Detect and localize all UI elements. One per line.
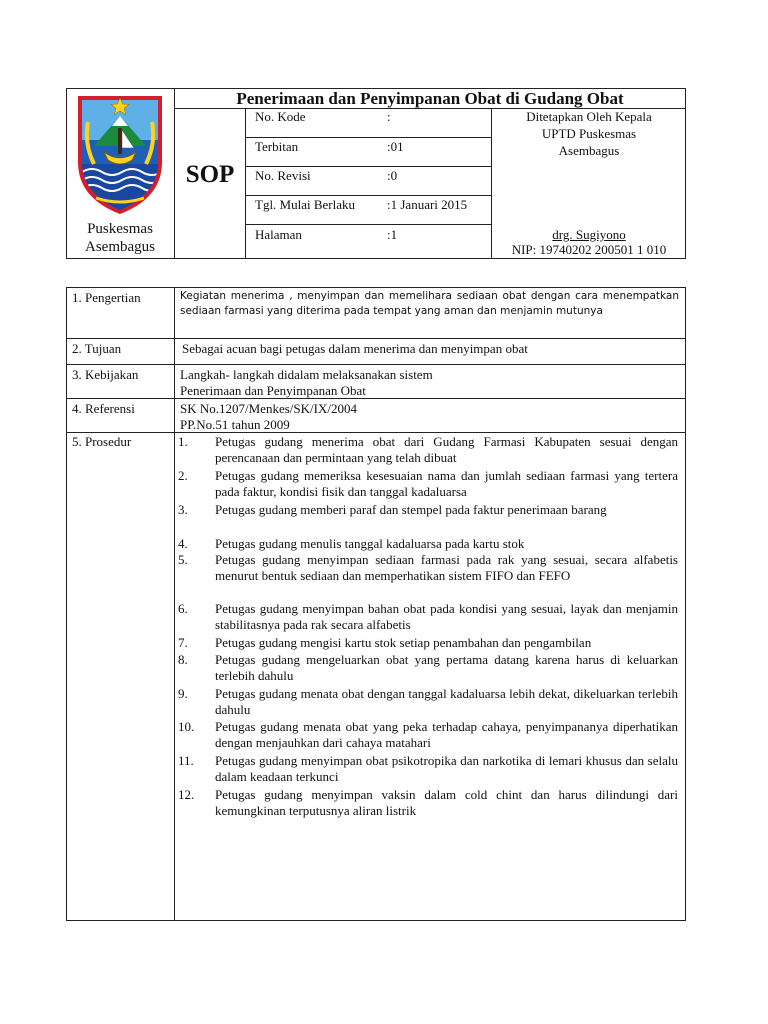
section-text-kebijakan-line2: Penerimaan dan Penyimpanan Obat bbox=[180, 383, 366, 398]
step-text: Petugas gudang memberi paraf dan stempel pada faktur penerimaan barang bbox=[215, 502, 607, 517]
section-text-referensi-line1: SK No.1207/Menkes/SK/IX/2004 bbox=[180, 401, 357, 416]
section-text-pengertian: Kegiatan menerima , menyimpan dan memelihara sediaan obat dengan cara menempatkan sediaan farmasi yang diterima pada tempat yang aman dan menjamin mutunya bbox=[180, 290, 679, 317]
step-number: 10. bbox=[178, 719, 195, 734]
step-text: Petugas gudang menerima obat dari Gudang Farmasi Kabupaten sesuai dengan perencanaan dan permintaan yang telah dibuat bbox=[215, 434, 678, 465]
sop-label: SOP bbox=[185, 161, 235, 188]
step-text: Petugas gudang menyimpan bahan obat pada kondisi yang sesuai, layak dan menjamin stabilitasnya pada rak secara alfabetis bbox=[215, 601, 678, 632]
field-value-terbitan: :01 bbox=[387, 139, 404, 154]
approval-line1: Ditetapkan Oleh Kepala bbox=[526, 109, 652, 124]
section-text-referensi-line2: PP.No.51 tahun 2009 bbox=[180, 417, 290, 432]
step-text: Petugas gudang mengisi kartu stok setiap penambahan dan pengambilan bbox=[215, 635, 592, 650]
step-text: Petugas gudang menata obat dengan tanggal kadaluarsa lebih dekat, dikeluarkan terlebih dahulu bbox=[215, 686, 678, 717]
field-value-tgl-mulai: :1 Januari 2015 bbox=[387, 197, 468, 212]
field-label-no-kode: No. Kode bbox=[255, 109, 306, 124]
org-name-line1: Puskesmas bbox=[87, 221, 153, 237]
step-number: 9. bbox=[178, 686, 188, 701]
field-value-no-kode: : bbox=[387, 109, 391, 124]
step-number: 8. bbox=[178, 652, 188, 667]
step-number: 6. bbox=[178, 601, 188, 616]
field-value-no-revisi: :0 bbox=[387, 168, 398, 183]
step-number: 2. bbox=[178, 468, 188, 483]
step-text: Petugas gudang menulis tanggal kadaluarsa pada kartu stok bbox=[215, 536, 525, 551]
step-number: 3. bbox=[178, 502, 188, 517]
section-label-kebijakan: 3. Kebijakan bbox=[72, 367, 139, 382]
field-label-halaman: Halaman bbox=[255, 227, 302, 242]
regency-emblem-logo bbox=[74, 92, 166, 214]
field-value-halaman: :1 bbox=[387, 227, 398, 242]
section-label-referensi: 4. Referensi bbox=[72, 401, 135, 416]
step-number: 5. bbox=[178, 552, 188, 567]
section-label-prosedur: 5. Prosedur bbox=[72, 434, 132, 449]
document-title: Penerimaan dan Penyimpanan Obat di Gudang Obat bbox=[236, 89, 624, 108]
step-number: 7. bbox=[178, 635, 188, 650]
section-label-pengertian: 1. Pengertian bbox=[72, 290, 141, 305]
step-text: Petugas gudang memeriksa kesesuaian nama dan jumlah sediaan farmasi yang tertera pada faktur, kondisi fisik dan tanggal kadaluarsa bbox=[215, 468, 678, 499]
section-text-tujuan: Sebagai acuan bagi petugas dalam menerima dan menyimpan obat bbox=[182, 341, 528, 356]
step-text: Petugas gudang menata obat yang peka terhadap cahaya, penyimpananya diperhatikan dengan menjauhkan dari cahaya matahari bbox=[215, 719, 678, 750]
signer-name: drg. Sugiyono bbox=[552, 227, 626, 242]
section-label-tujuan: 2. Tujuan bbox=[72, 341, 122, 356]
field-label-tgl-mulai: Tgl. Mulai Berlaku bbox=[255, 197, 356, 212]
step-text: Petugas gudang menyimpan vaksin dalam cold chint dan harus dilindungi dari kemungkinan terputusnya aliran listrik bbox=[215, 787, 678, 818]
approval-line3: Asembagus bbox=[558, 143, 620, 158]
field-label-no-revisi: No. Revisi bbox=[255, 168, 311, 183]
step-text: Petugas gudang menyimpan sediaan farmasi pada rak yang sesuai, secara alfabetis menurut bentuk sediaan dan memperhatikan sistem FIFO dan FEFO bbox=[215, 552, 678, 583]
step-number: 12. bbox=[178, 787, 195, 802]
signer-nip: NIP: 19740202 200501 1 010 bbox=[511, 242, 667, 257]
step-number: 11. bbox=[178, 753, 194, 768]
step-text: Petugas gudang menyimpan obat psikotropika dan narkotika di lemari khusus dan selalu dalam keadaan terkunci bbox=[215, 753, 678, 784]
section-text-kebijakan-line1: Langkah- langkah didalam melaksanakan sistem bbox=[180, 367, 433, 382]
org-name-line2: Asembagus bbox=[85, 239, 155, 255]
step-text: Petugas gudang mengeluarkan obat yang pertama datang karena harus di keluarkan terlebih dahulu bbox=[215, 652, 678, 683]
step-number: 4. bbox=[178, 536, 188, 551]
field-label-terbitan: Terbitan bbox=[255, 139, 299, 154]
step-number: 1. bbox=[178, 434, 188, 449]
approval-line2: UPTD Puskesmas bbox=[541, 126, 637, 141]
